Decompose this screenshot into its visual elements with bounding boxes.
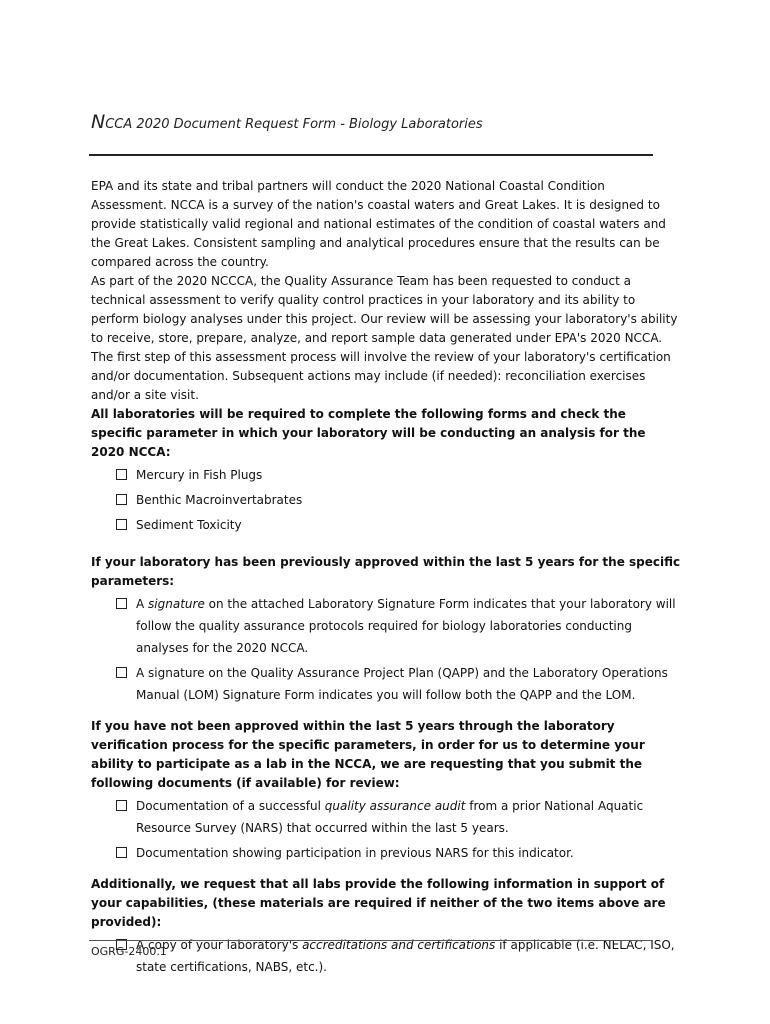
footer-rule: [89, 940, 653, 941]
checkbox-icon[interactable]: [116, 469, 127, 480]
approved-checklist: [91, 593, 681, 706]
parameter-item-mercury[interactable]: [116, 464, 681, 486]
intro-paragraph-3: The first step of this assessment process will involve the review of your laboratory's certification and/or documentation. Subsequent actions may include (if needed): reconciliation exercises and/or a site visit.: [91, 350, 671, 402]
page-title: [91, 111, 483, 133]
checkbox-icon[interactable]: [116, 667, 127, 678]
approved-item-qapp[interactable]: [116, 662, 681, 706]
parameter-checklist: [91, 464, 681, 536]
checkbox-icon[interactable]: [116, 494, 127, 505]
form-code: OGRG-2400.1: [91, 945, 167, 958]
header-rule: [89, 154, 653, 156]
document-body: [91, 177, 681, 981]
item-text: Documentation of a successful: [136, 799, 325, 813]
checkbox-icon[interactable]: [116, 519, 127, 530]
item-text: from a prior National Aquatic Resource Survey (NARS) that occurred within the last 5 years.: [136, 799, 644, 835]
item-emphasis: signature: [148, 597, 205, 611]
item-text: A: [136, 597, 149, 611]
checkbox-icon[interactable]: [116, 847, 127, 858]
intro-paragraph-1: EPA and its state and tribal partners will conduct the 2020 National Coastal Condition Assessment. NCCA is a survey of the nation's coastal waters and Great Lakes. It is designed to provide statistically valid regional and national estimates of the condition of coastal waters and the Great Lakes. Consistent sampling and analytical procedures ensure that the results can be compared across the country.: [91, 179, 666, 269]
checkbox-icon[interactable]: [116, 598, 127, 609]
intro-paragraph-2: As part of the 2020 NCCCA, the Quality Assurance Team has been requested to conduct a technical assessment to verify quality control practices in your laboratory and its ability to perform biology analyses under this project. Our review will be assessing your laboratory's ability to receive, store, prepare, analyze, and report sample data generated under EPA's 2020 NCCA.: [91, 274, 678, 345]
title-initial: N: [91, 111, 106, 133]
parameter-item-sediment[interactable]: [116, 514, 681, 536]
item-text: A copy of your laboratory's: [136, 938, 303, 952]
item-emphasis: quality assurance audit: [324, 799, 466, 813]
parameter-label: Sediment Toxicity: [136, 518, 242, 532]
not-approved-checklist: [91, 795, 681, 864]
all-labs-heading: All laboratories will be required to complete the following forms and check the specific parameter in which your laboratory will be conducting an analysis for the 2020 NCCA:: [91, 407, 646, 459]
not-approved-item-nars[interactable]: [116, 842, 681, 864]
item-emphasis: accreditations and certifications: [302, 938, 496, 952]
parameter-label: Benthic Macroinvertabrates: [136, 493, 303, 507]
item-text: Documentation showing participation in previous NARS for this indicator.: [136, 846, 574, 860]
not-approved-item-audit[interactable]: [116, 795, 681, 839]
approved-item-signature[interactable]: [116, 593, 681, 659]
previously-approved-heading: If your laboratory has been previously approved within the last 5 years for the specific parameters:: [91, 555, 681, 588]
additional-heading: Additionally, we request that all labs provide the following information in support of your capabilities, (these materials are required if neither of the two items above are provided):: [91, 877, 666, 929]
title-text: CCA 2020 Document Request Form - Biology Laboratories: [105, 117, 483, 132]
item-text: on the attached Laboratory Signature Form indicates that your laboratory will follow the quality assurance protocols required for biology laboratories conducting analyses for the 2020 NCCA.: [136, 597, 676, 655]
parameter-item-benthic[interactable]: [116, 489, 681, 511]
checkbox-icon[interactable]: [116, 800, 127, 811]
item-text: A signature on the Quality Assurance Project Plan (QAPP) and the Laboratory Operations Manual (LOM) Signature Form indicates you will follow both the QAPP and the LOM.: [136, 666, 668, 702]
parameter-label: Mercury in Fish Plugs: [136, 468, 263, 482]
not-approved-heading: If you have not been approved within the last 5 years through the laboratory verification process for the specific parameters, in order for us to determine your ability to participate as a lab in the NCCA, we are requesting that you submit the following documents (if available) for review:: [91, 719, 645, 790]
item-text: if applicable (i.e. NELAC, ISO, state certifications, NABS, etc.).: [136, 938, 675, 974]
